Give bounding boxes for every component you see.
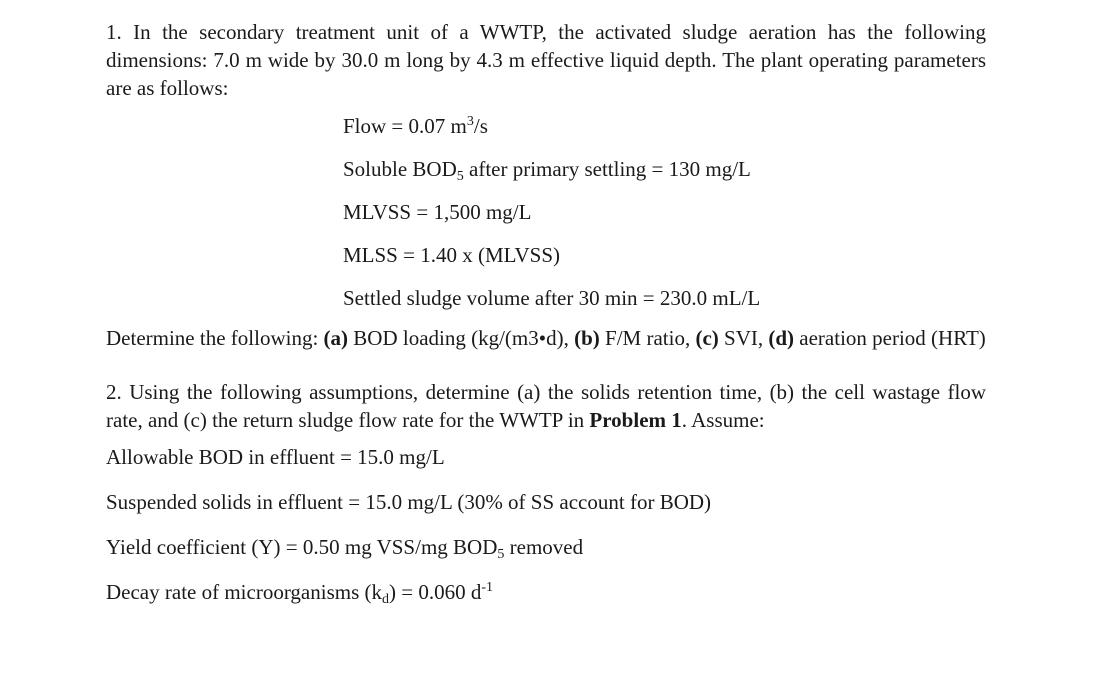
- assume-yield: [106, 533, 986, 578]
- param-settled-sludge: Settled sludge volume after 30 min = 230.0 mL/L: [343, 286, 761, 310]
- assume-decay: [106, 578, 986, 623]
- assume-decay-text: Decay rate of microorganisms (k: [106, 580, 383, 604]
- assumptions-list: [106, 443, 986, 623]
- assume-ss-effluent: Suspended solids in effluent = 15.0 mg/L (30% of SS account for BOD): [106, 490, 712, 514]
- assume-decay-sup: -1: [481, 580, 494, 595]
- param-flow-text: Flow = 0.07 m: [343, 114, 467, 138]
- param-flow-sup: 3: [466, 114, 474, 129]
- param-soluble-bod: [343, 155, 986, 198]
- determine-b-label: (b): [574, 326, 600, 350]
- param-flow: [343, 112, 986, 155]
- param-mlss: MLSS = 1.40 x (MLVSS): [343, 243, 561, 267]
- problem-2-reference: Problem 1: [589, 408, 682, 432]
- assume-yield-sub: 5: [497, 547, 505, 562]
- param-bod-sub: 5: [456, 169, 464, 184]
- determine-a-label: (a): [323, 326, 349, 350]
- assume-yield-text: Yield coefficient (Y) = 0.50 mg VSS/mg BOD: [106, 535, 498, 559]
- assume-bod-effluent: Allowable BOD in effluent = 15.0 mg/L: [106, 445, 445, 469]
- determine-b-text: F/M ratio,: [599, 326, 696, 350]
- determine-d-text: aeration period (HRT): [794, 326, 986, 350]
- determine-d-label: (d): [768, 326, 795, 350]
- document-page: [106, 18, 986, 623]
- assume-decay-sub: d: [382, 592, 390, 607]
- problem-2-intro: [106, 378, 986, 434]
- operating-parameters-list: [343, 112, 986, 327]
- determine-a-text: BOD loading (kg/(m3•d),: [348, 326, 575, 350]
- determine-c-text: SVI,: [718, 326, 769, 350]
- problem-1-intro: 1. In the secondary treatment unit of a WWTP, the activated sludge aeration has the following dimensions: 7.0 m wide by 30.0 m long by 4.3 m effective liquid depth. The plant operating parameters are as follows:: [106, 20, 986, 100]
- determine-c-label: (c): [695, 326, 719, 350]
- determine-prefix: Determine the following:: [106, 326, 324, 350]
- param-bod-text: Soluble BOD: [343, 157, 457, 181]
- assume-yield-rest: removed: [504, 535, 584, 559]
- problem-1-determine: [106, 324, 986, 352]
- problem-2-intro-start: 2. Using the following assumptions, determine (a) the solids retention time, (b) the cell wastage flow rate, and (c) the return sludge flow rate for the WWTP in: [106, 380, 986, 432]
- param-flow-rest: /s: [473, 114, 488, 138]
- param-bod-rest: after primary settling = 130 mg/L: [463, 157, 751, 181]
- assume-decay-mid: ) = 0.060 d: [389, 580, 482, 604]
- problem-2-intro-end: . Assume:: [681, 408, 765, 432]
- param-mlvss: MLVSS = 1,500 mg/L: [343, 200, 532, 224]
